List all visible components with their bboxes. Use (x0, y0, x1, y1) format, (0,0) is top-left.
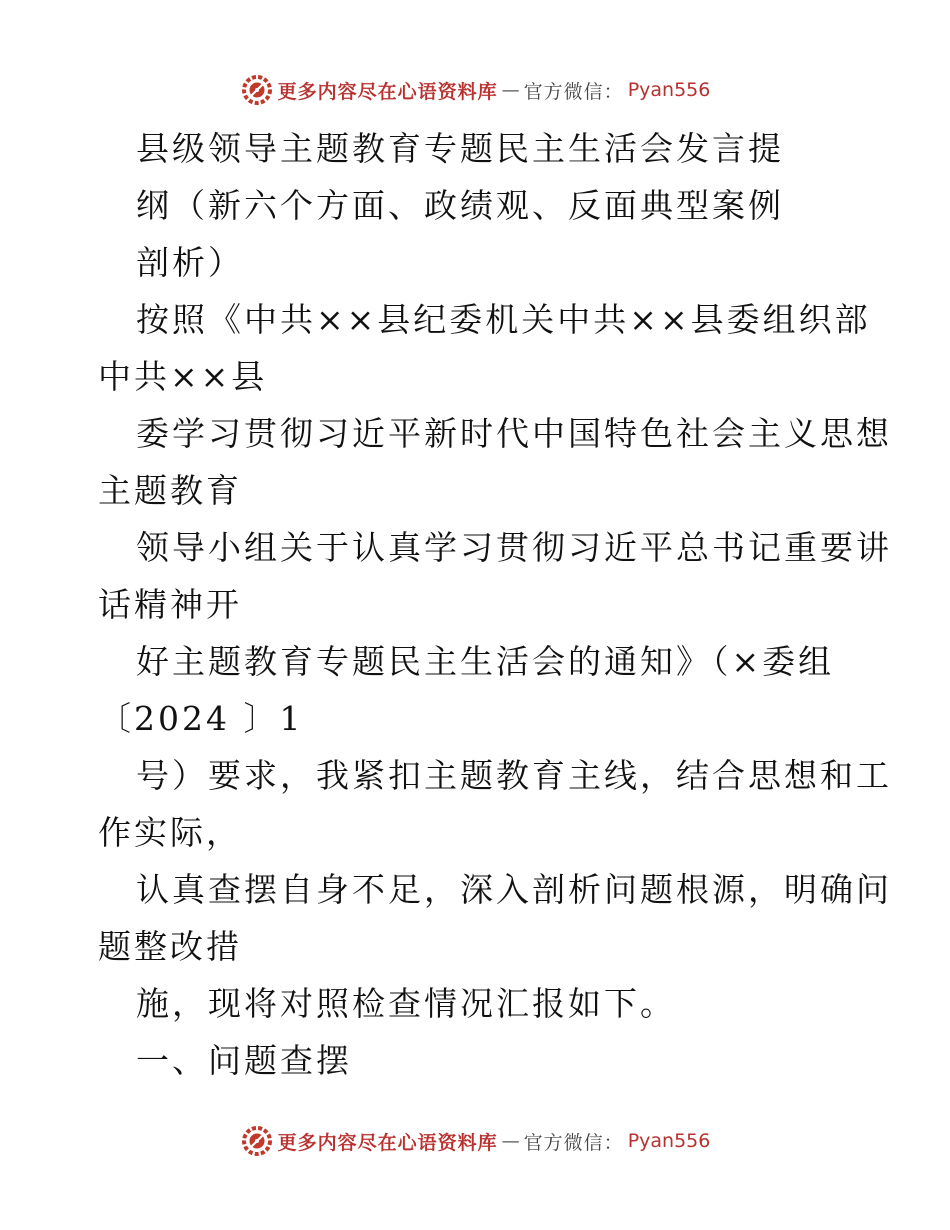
banner-wechat-id: Pyan556 (627, 1130, 711, 1152)
paragraph-line: 号）要求，我紧扣主题教育主线，结合思想和工 (136, 756, 892, 795)
banner-separator: — (501, 79, 520, 101)
banner-main-text: 更多内容尽在心语资料库 (277, 1131, 498, 1154)
title-line-3: 剖析） (136, 243, 244, 282)
paragraph-line: 委学习贯彻习近平新时代中国特色社会主义思想 (136, 414, 892, 453)
document-body (98, 120, 892, 1089)
title-line-1: 县级领导主题教育专题民主生活会发言提 (136, 129, 784, 168)
banner-wechat-label: 官方微信： (523, 80, 624, 103)
paragraph-line: 主题教育 (98, 471, 242, 510)
section-heading: 一、问题查摆 (136, 1041, 352, 1080)
paragraph-line: 施，现将对照检查情况汇报如下。 (136, 984, 676, 1023)
paragraph-line: 认真查摆自身不足，深入剖析问题根源，明确问 (136, 870, 892, 909)
paragraph-line: 〔2024 〕1 (98, 699, 304, 738)
paragraph-line: 好主题教育专题民主生活会的通知》（×委组 (136, 642, 835, 681)
banner-wechat-id: Pyan556 (627, 79, 711, 101)
header-banner (0, 70, 950, 110)
paragraph-line: 作实际， (98, 813, 242, 852)
red-gear-logo-icon (240, 73, 274, 107)
footer-banner (0, 1121, 950, 1161)
paragraph-line: 领导小组关于认真学习贯彻习近平总书记重要讲 (136, 528, 892, 567)
title-line-2: 纲（新六个方面、政绩观、反面典型案例 (136, 186, 784, 225)
banner-wechat-label: 官方微信： (523, 1131, 624, 1154)
paragraph-line: 话精神开 (98, 585, 242, 624)
paragraph-line: 中共××县 (98, 357, 268, 396)
paragraph-line: 题整改措 (98, 927, 242, 966)
red-gear-logo-icon (240, 1124, 274, 1158)
banner-main-text: 更多内容尽在心语资料库 (277, 80, 498, 103)
banner-separator: — (501, 1130, 520, 1152)
paragraph-line: 按照《中共××县纪委机关中共××县委组织部 (136, 300, 871, 339)
